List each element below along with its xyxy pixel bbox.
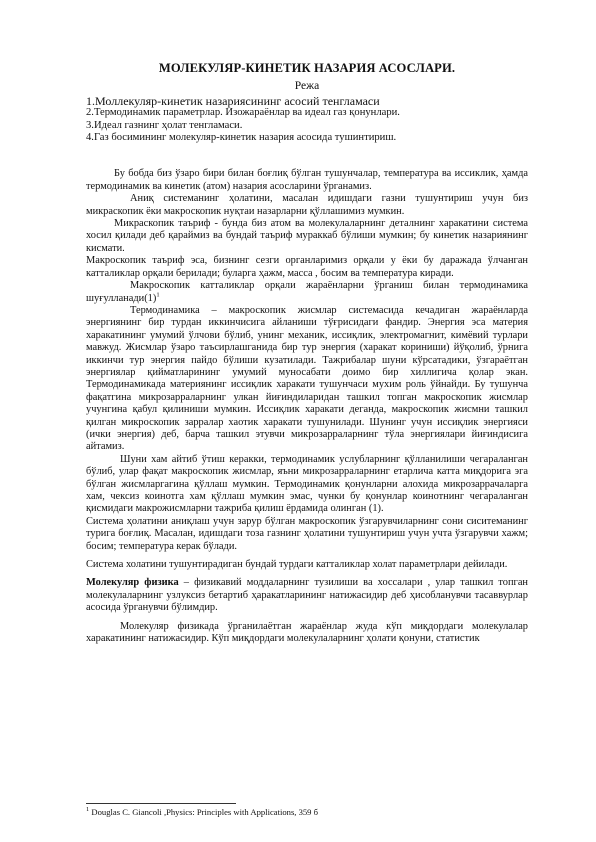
plan-item-1: 1.Моллекуляр-кинетик назариясининг асосий тенгламаси xyxy=(86,93,380,108)
paragraph-limitations: Шуни хам айтиб ўтиш керакки, термодинамик услубларнинг қўлланилиши чегараланган бўлиб, улар фақат макроскопик жисмлар, яъни микрозарраларнинг етарлича катта миқдорига эга бўлган жисмларгагина қўллаш мумкин. Термодинамик қонунларни алохида микрозаррачаларга хам, чексиз коинотга хам қўллаш мумкин эмас, чунки бу қонунлар коинотнинг чегараланган қисмидаги макрожисмларни тажриба қилиш ёрдамида олинган (1). xyxy=(86,453,528,515)
paragraph-macroscopic: Макроскопик таъриф эса, бизнинг сезги органларимиз орқали у ёки бу даражада ўлчанган катталиклар орқали берилади; буларга ҳажм, масса , босим ва температура киради. xyxy=(86,255,528,279)
plan-item-4: 4.Газ босимининг молекуляр-кинетик назария асосида тушинтириш. xyxy=(86,132,397,144)
plan-item-3: 3.Идеал газнинг ҳолат тенгламаси. xyxy=(86,119,243,131)
paragraph-text: Макроскопик катталиклар орқали жараёнларни ўрганиш билан термодинамика шуғулланади(1) xyxy=(86,280,528,304)
paragraph-molecular-physics xyxy=(86,577,528,614)
footnote-mark: 1 xyxy=(86,806,90,814)
document-body xyxy=(86,62,528,645)
footnote xyxy=(86,807,528,817)
paragraph-text: – физикавий моддаларнинг тузилиши ва хоссалари , улар ташкил топган молекулаларнинг узлуксиз бетартиб ҳаракатларининг натижасидир деб ҳисобланувчи тасаввурлар асосида ўрганувчи бўлимдир. xyxy=(86,577,528,614)
footnote-text: Douglas C. Giancoli ,Physics: Principles with Applications, 359 б xyxy=(89,807,319,817)
footnote-ref: 1 xyxy=(156,291,160,299)
paragraph-intro: Бу бобда биз ўзаро бири билан боғлиқ бўлган тушунчалар, температура ва иссиклик, ҳамда термодинамик ва кинетик (атом) назария асосларини ўрганамиз. xyxy=(86,168,528,192)
page-title: МОЛЕКУЛЯР-КИНЕТИК НАЗАРИЯ АСОСЛАРИ. xyxy=(158,61,456,75)
paragraph-system-state: Аниқ системанинг ҳолатини, масалан идишдаги газни тушунтириш учун биз микраскопик ёки макроскопик нуқтаи назарларни қўллашимиз мумкин. xyxy=(86,193,528,217)
paragraph-state-parameters: Система холатини тушунтирадиган бундай турдаги катталиклар холат параметрлари дейилади. xyxy=(86,559,508,571)
paragraph-microscopic: Микраскопик таъриф - бунда биз атом ва молекулаларнинг деталнинг харакатини система хосил қилади деб қараймиз ва бундай таъриф мураккаб бўлиши мумкин; бу кинетик назариянинг кисмати. xyxy=(86,218,528,254)
paragraph-thermodynamics-definition: Термодинамика – макроскопик жисмлар системасида кечадиган жараёнларда энергиянинг бир турдан иккинчисига айланиши тўғрисидаги фандир. Энергия эса материя харакатининг умумий ўлчови бўлиб, унинг механик, иссиқлик, электромагнит, кимёвий турлари мавжуд. Жисмлар ўзаро таъсирлашганида бир тур энергия (харакат кориниши) йўқолиб, ўрнига иккинчи тур энергия пайдо бўлиши кузатилади. Тажрибалар шуни кўрсатадики, ўзгараётган энергиялар қийматларининг умумий муносабати доимо бир хиллигича қолар экан. Термодинамикада материянинг иссиқлик харакати тушунчаси мухим роль ўйнайди. Бу тушунча фақатгина микрозарраларнинг улкан йиғиндиларидан ташкил топган макроскопик жисмлар учунгина қабул қилиниши мумкин. Иссиқлик харакати деганда, макроскопик жисмни ташкил қилган микроскопик зарралар хаотик харакати тушунилади. Шунинг учун иссиқлик энергияси (ички энергия) деб, барча ташкил этувчи микрозарраларнинг тўла энергиялари йиғиндисига айтамиз. xyxy=(86,304,528,453)
paragraph-variables: Система ҳолатини аниқлаш учун зарур бўлган макроскопик ўзгарувчиларнинг сони сиситеманинг турига боғлиқ. Масалан, идишдаги тоза газнинг ҳолатини тушунтириш учун учта ўзгарувчи хажм; босим; температура керак бўлади. xyxy=(86,515,528,552)
plan-heading: Режа xyxy=(294,80,320,93)
paragraph-molecular-processes: Молекуляр физикада ўрганилаётган жараёнлар жуда кўп миқдордаги молекулалар харакатининг натижасидир. Кўп миқдордаги молекулаларнинг ҳолати қонуни, статистик xyxy=(86,620,528,645)
footnote-divider xyxy=(86,803,236,804)
term-molecular-physics: Молекуляр физика xyxy=(86,577,179,589)
plan-item-2: 2.Термодинамик параметрлар. Изожараёнлар ва идеал газ қонунлари. xyxy=(86,107,400,119)
paragraph-thermodynamics-ref xyxy=(86,280,528,305)
